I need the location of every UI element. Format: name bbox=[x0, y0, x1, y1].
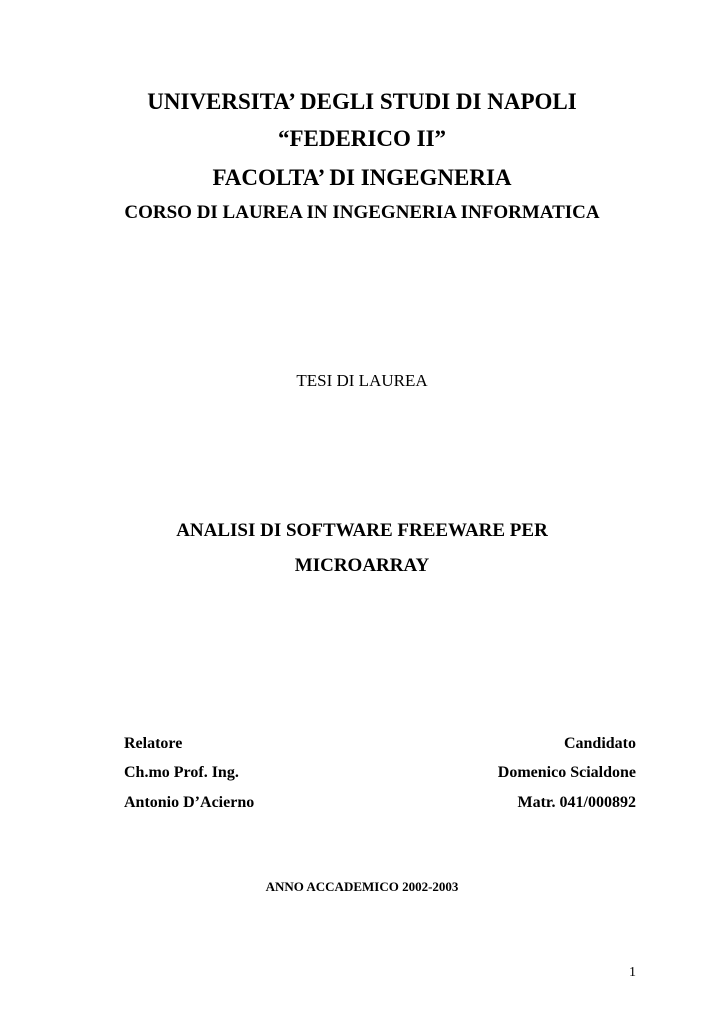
supervisor-title: Ch.mo Prof. Ing. bbox=[124, 764, 239, 781]
thesis-type-label: TESI DI LAUREA bbox=[296, 371, 428, 390]
thesis-title-line-2: MICROARRAY bbox=[294, 555, 430, 576]
thesis-title-line-1: ANALISI DI SOFTWARE FREEWARE PER bbox=[176, 520, 548, 541]
supervisor-role-label: Relatore bbox=[124, 735, 183, 752]
course-heading: CORSO DI LAUREA IN INGEGNERIA INFORMATICA bbox=[124, 202, 600, 223]
page-number: 1 bbox=[629, 965, 636, 980]
academic-year: ANNO ACCADEMICO 2002-2003 bbox=[265, 879, 459, 894]
candidate-role-label: Candidato bbox=[563, 735, 636, 752]
university-name-heading: “FEDERICO II” bbox=[277, 126, 447, 151]
supervisor-name: Antonio D’Acierno bbox=[124, 794, 255, 811]
faculty-heading: FACOLTA’ DI INGEGNERIA bbox=[212, 165, 512, 190]
candidate-name: Domenico Scialdone bbox=[497, 764, 636, 781]
candidate-matricola: Matr. 041/000892 bbox=[517, 794, 636, 811]
university-heading: UNIVERSITA’ DEGLI STUDI DI NAPOLI bbox=[147, 89, 577, 114]
